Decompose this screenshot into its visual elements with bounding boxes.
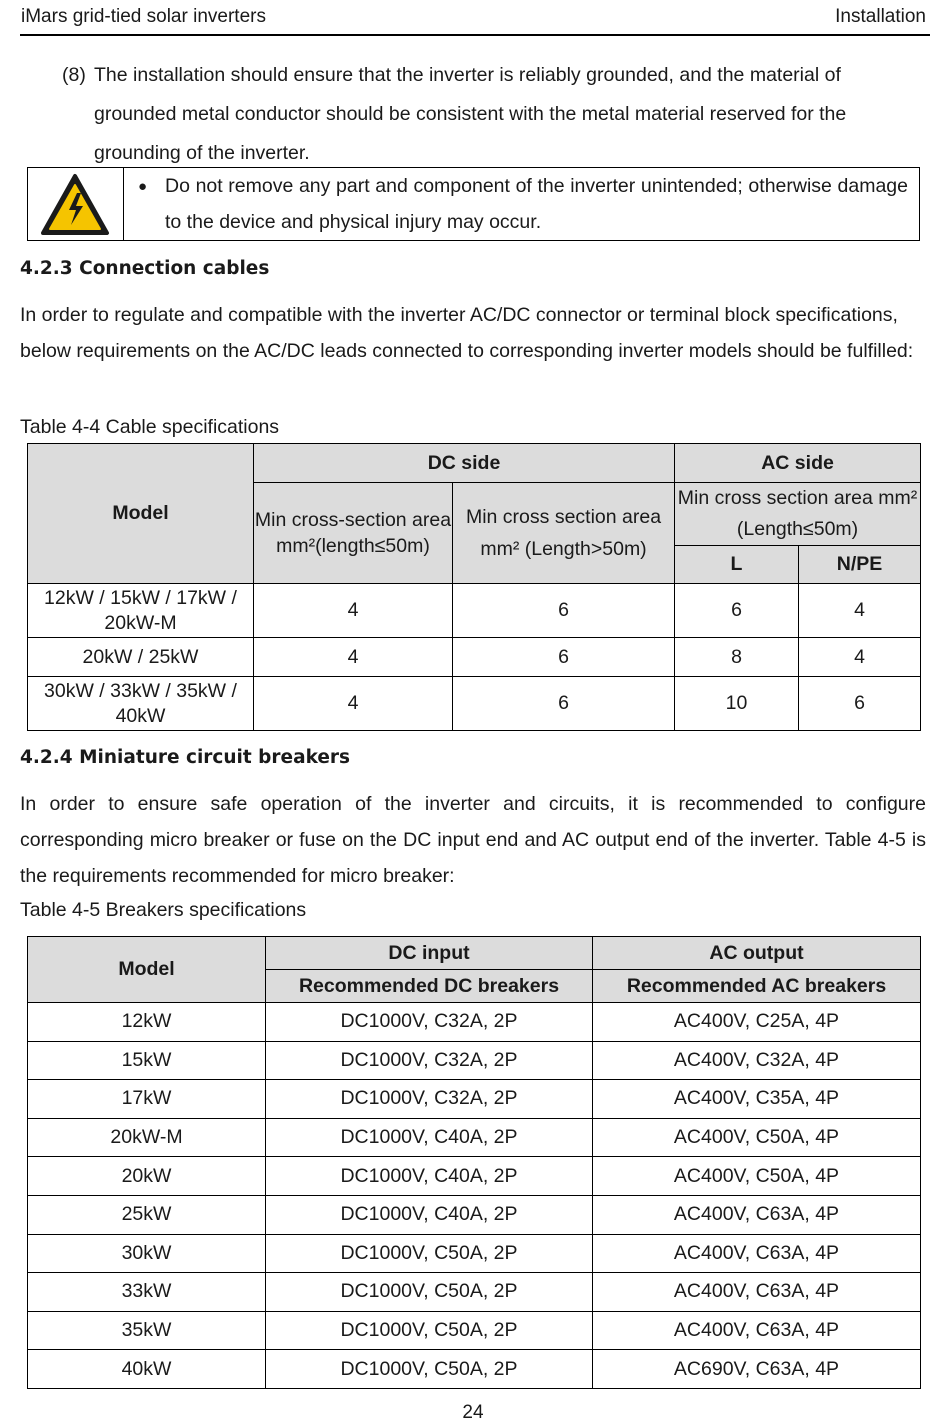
section-heading-4-2-4: 4.2.4 Miniature circuit breakers (20, 747, 351, 768)
cell-dc-breaker: DC1000V, C50A, 2P (266, 1234, 593, 1273)
warning-text: Do not remove any part and component of the inverter unintended; otherwise damage to the device and physical injury may occur. (165, 175, 908, 233)
col-header-model: Model (28, 444, 254, 584)
cell-value: 6 (675, 584, 799, 638)
page-header (20, 4, 930, 36)
cell-model: 33kW (28, 1273, 266, 1312)
col-header-dc-side: DC side (254, 444, 675, 483)
table-4-5-caption: Table 4-5 Breakers specifications (20, 899, 307, 921)
cell-model: 25kW (28, 1195, 266, 1234)
cell-value: 4 (254, 677, 453, 731)
col-header-ac-side: AC side (675, 444, 921, 483)
header-title: iMars grid-tied solar inverters (21, 6, 266, 27)
section-heading-4-2-3: 4.2.3 Connection cables (20, 258, 270, 279)
header-section: Installation (835, 6, 926, 27)
cell-value: 4 (254, 638, 453, 677)
table-row (28, 638, 921, 677)
cell-dc-breaker: DC1000V, C32A, 2P (266, 1080, 593, 1119)
cell-dc-breaker: DC1000V, C40A, 2P (266, 1118, 593, 1157)
table-row (28, 1041, 921, 1080)
col-header-dc-input: DC input (266, 937, 593, 970)
cell-ac-breaker: AC400V, C63A, 4P (593, 1195, 921, 1234)
cell-model: 35kW (28, 1311, 266, 1350)
breaker-spec-table (27, 936, 921, 1389)
cell-model: 20kW (28, 1157, 266, 1196)
cell-dc-breaker: DC1000V, C40A, 2P (266, 1157, 593, 1196)
table-row (28, 1350, 921, 1389)
cell-dc-breaker: DC1000V, C50A, 2P (266, 1311, 593, 1350)
cell-ac-breaker: AC400V, C63A, 4P (593, 1311, 921, 1350)
cell-model: 17kW (28, 1080, 266, 1119)
bullet-icon: ● (138, 178, 148, 195)
col-header-ac-breakers: Recommended AC breakers (593, 970, 921, 1003)
cell-value: 10 (675, 677, 799, 731)
cell-ac-breaker: AC400V, C50A, 4P (593, 1118, 921, 1157)
col-header-l: L (675, 546, 799, 584)
cell-value: 6 (453, 638, 675, 677)
cell-ac-breaker: AC400V, C63A, 4P (593, 1273, 921, 1312)
note-number: (8) (62, 64, 86, 86)
col-header-ac-min: Min cross section area mm² (Length≤50m) (675, 483, 921, 546)
table-row (28, 1118, 921, 1157)
cell-value: 6 (799, 677, 921, 731)
table-4-4-caption: Table 4-4 Cable specifications (20, 416, 280, 438)
cell-model: 15kW (28, 1041, 266, 1080)
table-row (28, 1273, 921, 1312)
table-row (28, 1195, 921, 1234)
electric-shock-warning-icon (40, 173, 110, 237)
section-paragraph-4-2-4: In order to ensure safe operation of the inverter and circuits, it is recommended to configure corresponding micro breaker or fuse on the DC input end and AC output end of the inverter. Table 4-5 is the requirements recommended for micro breaker: (20, 793, 926, 887)
table-row (28, 584, 921, 638)
col-header-npe: N/PE (799, 546, 921, 584)
table-row (28, 677, 921, 731)
table-row (28, 1157, 921, 1196)
col-header-dc-min-short: Min cross-section area mm²(length≤50m) (254, 483, 453, 584)
section-paragraph-4-2-3: In order to regulate and compatible with the inverter AC/DC connector or terminal block specifications, below requirements on the AC/DC leads connected to corresponding inverter models should be fulfilled: (20, 304, 914, 362)
cell-value: 6 (453, 584, 675, 638)
cell-ac-breaker: AC400V, C35A, 4P (593, 1080, 921, 1119)
cell-dc-breaker: DC1000V, C32A, 2P (266, 1003, 593, 1042)
cable-spec-table (27, 443, 921, 731)
cell-value: 8 (675, 638, 799, 677)
col-header-dc-breakers: Recommended DC breakers (266, 970, 593, 1003)
cell-model: 30kW / 33kW / 35kW / 40kW (28, 677, 254, 731)
cell-ac-breaker: AC400V, C50A, 4P (593, 1157, 921, 1196)
cell-dc-breaker: DC1000V, C40A, 2P (266, 1195, 593, 1234)
warning-text-cell (138, 168, 908, 240)
cell-dc-breaker: DC1000V, C50A, 2P (266, 1273, 593, 1312)
cell-model: 20kW / 25kW (28, 638, 254, 677)
cell-model: 40kW (28, 1350, 266, 1389)
col-header-model: Model (28, 937, 266, 1003)
page-number: 24 (462, 1402, 484, 1423)
cell-value: 4 (254, 584, 453, 638)
warning-icon-cell (28, 168, 124, 240)
cell-ac-breaker: AC400V, C32A, 4P (593, 1041, 921, 1080)
warning-box (27, 167, 920, 241)
cell-dc-breaker: DC1000V, C32A, 2P (266, 1041, 593, 1080)
cell-model: 12kW / 15kW / 17kW / 20kW-M (28, 584, 254, 638)
cell-value: 4 (799, 584, 921, 638)
cell-dc-breaker: DC1000V, C50A, 2P (266, 1350, 593, 1389)
table-row (28, 1311, 921, 1350)
table-row (28, 1080, 921, 1119)
note-text: The installation should ensure that the inverter is reliably grounded, and the material of grounded metal conductor should be consistent with the metal material reserved for the grounding of the inverter. (94, 64, 847, 164)
cell-ac-breaker: AC400V, C25A, 4P (593, 1003, 921, 1042)
table-row (28, 1234, 921, 1273)
col-header-dc-min-long: Min cross section area mm² (Length>50m) (453, 483, 675, 584)
col-header-ac-output: AC output (593, 937, 921, 970)
cell-model: 20kW-M (28, 1118, 266, 1157)
cell-model: 30kW (28, 1234, 266, 1273)
table-row (28, 1003, 921, 1042)
note-item-8 (62, 56, 912, 173)
cell-value: 4 (799, 638, 921, 677)
cell-ac-breaker: AC690V, C63A, 4P (593, 1350, 921, 1389)
cell-ac-breaker: AC400V, C63A, 4P (593, 1234, 921, 1273)
cell-value: 6 (453, 677, 675, 731)
cell-model: 12kW (28, 1003, 266, 1042)
